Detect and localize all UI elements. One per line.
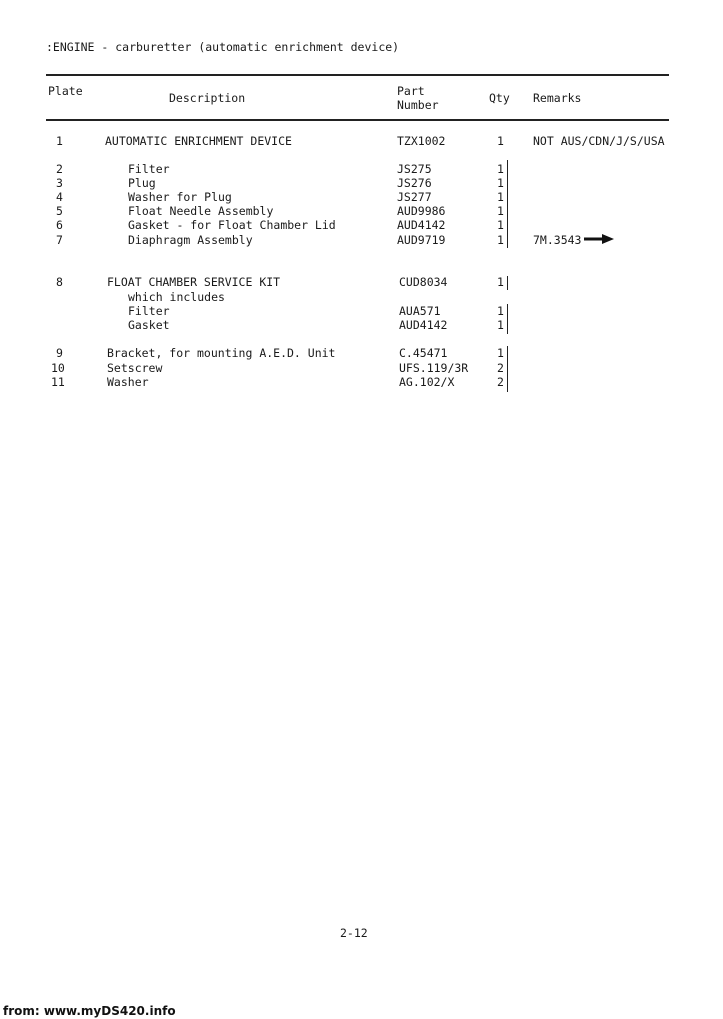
- row-5-description: Float Needle Assembly: [128, 204, 274, 218]
- row-8-part: CUD8034: [399, 275, 448, 289]
- row-1-plate: 1: [56, 134, 63, 148]
- row-1-part: TZX1002: [397, 134, 446, 148]
- row-11-plate: 11: [51, 375, 65, 389]
- row-8-plate: 8: [56, 275, 63, 289]
- row-6-description: Gasket - for Float Chamber Lid: [128, 218, 336, 232]
- row-6-qty: 1: [497, 218, 504, 232]
- row-8-qty: 1: [497, 275, 504, 289]
- row-11-description: Washer: [107, 375, 149, 389]
- row-8b-part: AUA571: [399, 304, 441, 318]
- row-5-plate: 5: [56, 204, 63, 218]
- page-number: 2-12: [340, 926, 368, 940]
- header-remarks: Remarks: [533, 91, 582, 105]
- row-8c-description: Gasket: [128, 318, 170, 332]
- row-2-part: JS275: [397, 162, 432, 176]
- qty-divider-group-1: [507, 160, 508, 248]
- row-8c-part: AUD4142: [399, 318, 448, 332]
- page-title: :ENGINE - carburetter (automatic enrichment device): [46, 40, 400, 54]
- row-9-qty: 1: [497, 346, 504, 360]
- row-7-qty: 1: [497, 233, 504, 247]
- row-4-part: JS277: [397, 190, 432, 204]
- row-9-part: C.45471: [399, 346, 448, 360]
- row-1-qty: 1: [497, 134, 504, 148]
- row-5-qty: 1: [497, 204, 504, 218]
- qty-divider-group-4: [507, 346, 508, 392]
- header-description: Description: [169, 91, 246, 105]
- row-7-plate: 7: [56, 233, 63, 247]
- row-4-description: Washer for Plug: [128, 190, 232, 204]
- header-bottom-rule: [46, 119, 669, 121]
- row-8b-qty: 1: [497, 304, 504, 318]
- header-qty: Qty: [489, 91, 510, 105]
- row-1-remarks: NOT AUS/CDN/J/S/USA: [533, 134, 665, 148]
- row-10-qty: 2: [497, 361, 504, 375]
- qty-divider-group-2: [507, 276, 508, 290]
- row-8-description: FLOAT CHAMBER SERVICE KIT: [107, 275, 281, 289]
- row-1-description: AUTOMATIC ENRICHMENT DEVICE: [105, 134, 292, 148]
- row-3-qty: 1: [497, 176, 504, 190]
- qty-divider-group-3: [507, 304, 508, 334]
- row-3-plate: 3: [56, 176, 63, 190]
- header-part-line2: Number: [397, 98, 439, 112]
- row-8b-description: Filter: [128, 304, 170, 318]
- row-8c-qty: 1: [497, 318, 504, 332]
- row-5-part: AUD9986: [397, 204, 446, 218]
- row-11-qty: 2: [497, 375, 504, 389]
- header-top-rule: [46, 74, 669, 76]
- row-9-description: Bracket, for mounting A.E.D. Unit: [107, 346, 336, 360]
- header-part-line1: Part: [397, 84, 425, 98]
- row-9-plate: 9: [56, 346, 63, 360]
- header-plate: Plate: [48, 84, 83, 98]
- row-3-description: Plug: [128, 176, 156, 190]
- source-footer: from: www.myDS420.info: [3, 1004, 176, 1018]
- row-6-part: AUD4142: [397, 218, 446, 232]
- row-11-part: AG.102/X: [399, 375, 455, 389]
- row-7-description: Diaphragm Assembly: [128, 233, 253, 247]
- row-6-plate: 6: [56, 218, 63, 232]
- row-10-part: UFS.119/3R: [399, 361, 469, 375]
- row-4-qty: 1: [497, 190, 504, 204]
- row-2-description: Filter: [128, 162, 170, 176]
- right-arrow-icon: [584, 234, 614, 244]
- row-7-part: AUD9719: [397, 233, 446, 247]
- row-3-part: JS276: [397, 176, 432, 190]
- row-8a-description: which includes: [128, 290, 225, 304]
- row-2-plate: 2: [56, 162, 63, 176]
- row-7-remarks: 7M.3543: [533, 233, 582, 247]
- row-2-qty: 1: [497, 162, 504, 176]
- row-10-description: Setscrew: [107, 361, 163, 375]
- row-4-plate: 4: [56, 190, 63, 204]
- row-10-plate: 10: [51, 361, 65, 375]
